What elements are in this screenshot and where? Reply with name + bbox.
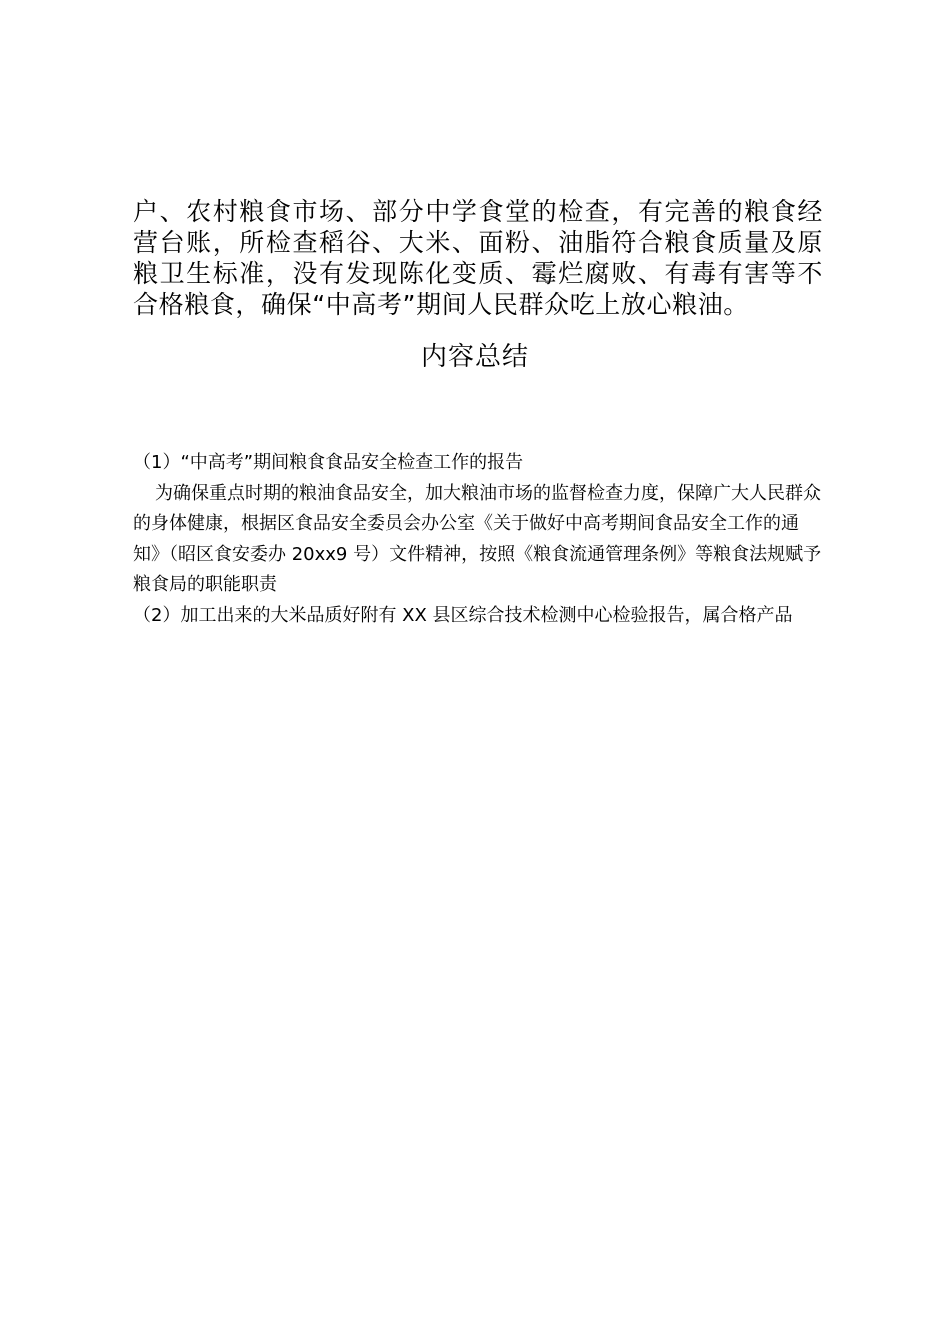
summary-item-1-body: 为确保重点时期的粮油食品安全，加大粮油市场的监督检查力度，保障广大人民群众的身体健康，根据区食品安全委员会办公室《关于做好中高考期间食品安全工作的通知》（昭区食安委办 20xx9 号）文件精神，按照《粮食流通管理条例》等粮食法规赋予粮食局的职能职责 <box>133 482 822 595</box>
continuation-paragraph: 户、农村粮食市场、部分中学食堂的检查，有完善的粮食经营台账，所检查稻谷、大米、面粉、油脂符合粮食质量及原粮卫生标准，没有发现陈化变质、霉烂腐败、有毒有害等不合格粮食，确保“中高考”期间人民群众吃上放心粮油。 <box>133 197 823 319</box>
summary-title: 内容总结 <box>420 342 529 372</box>
summary-item-1-heading: （1）“中高考”期间粮食食品安全检查工作的报告 <box>133 452 524 473</box>
summary-item-2: （2）加工出来的大米品质好附有 XX 县区综合技术检测中心检验报告，属合格产品 <box>133 604 793 626</box>
summary-section <box>133 448 825 631</box>
